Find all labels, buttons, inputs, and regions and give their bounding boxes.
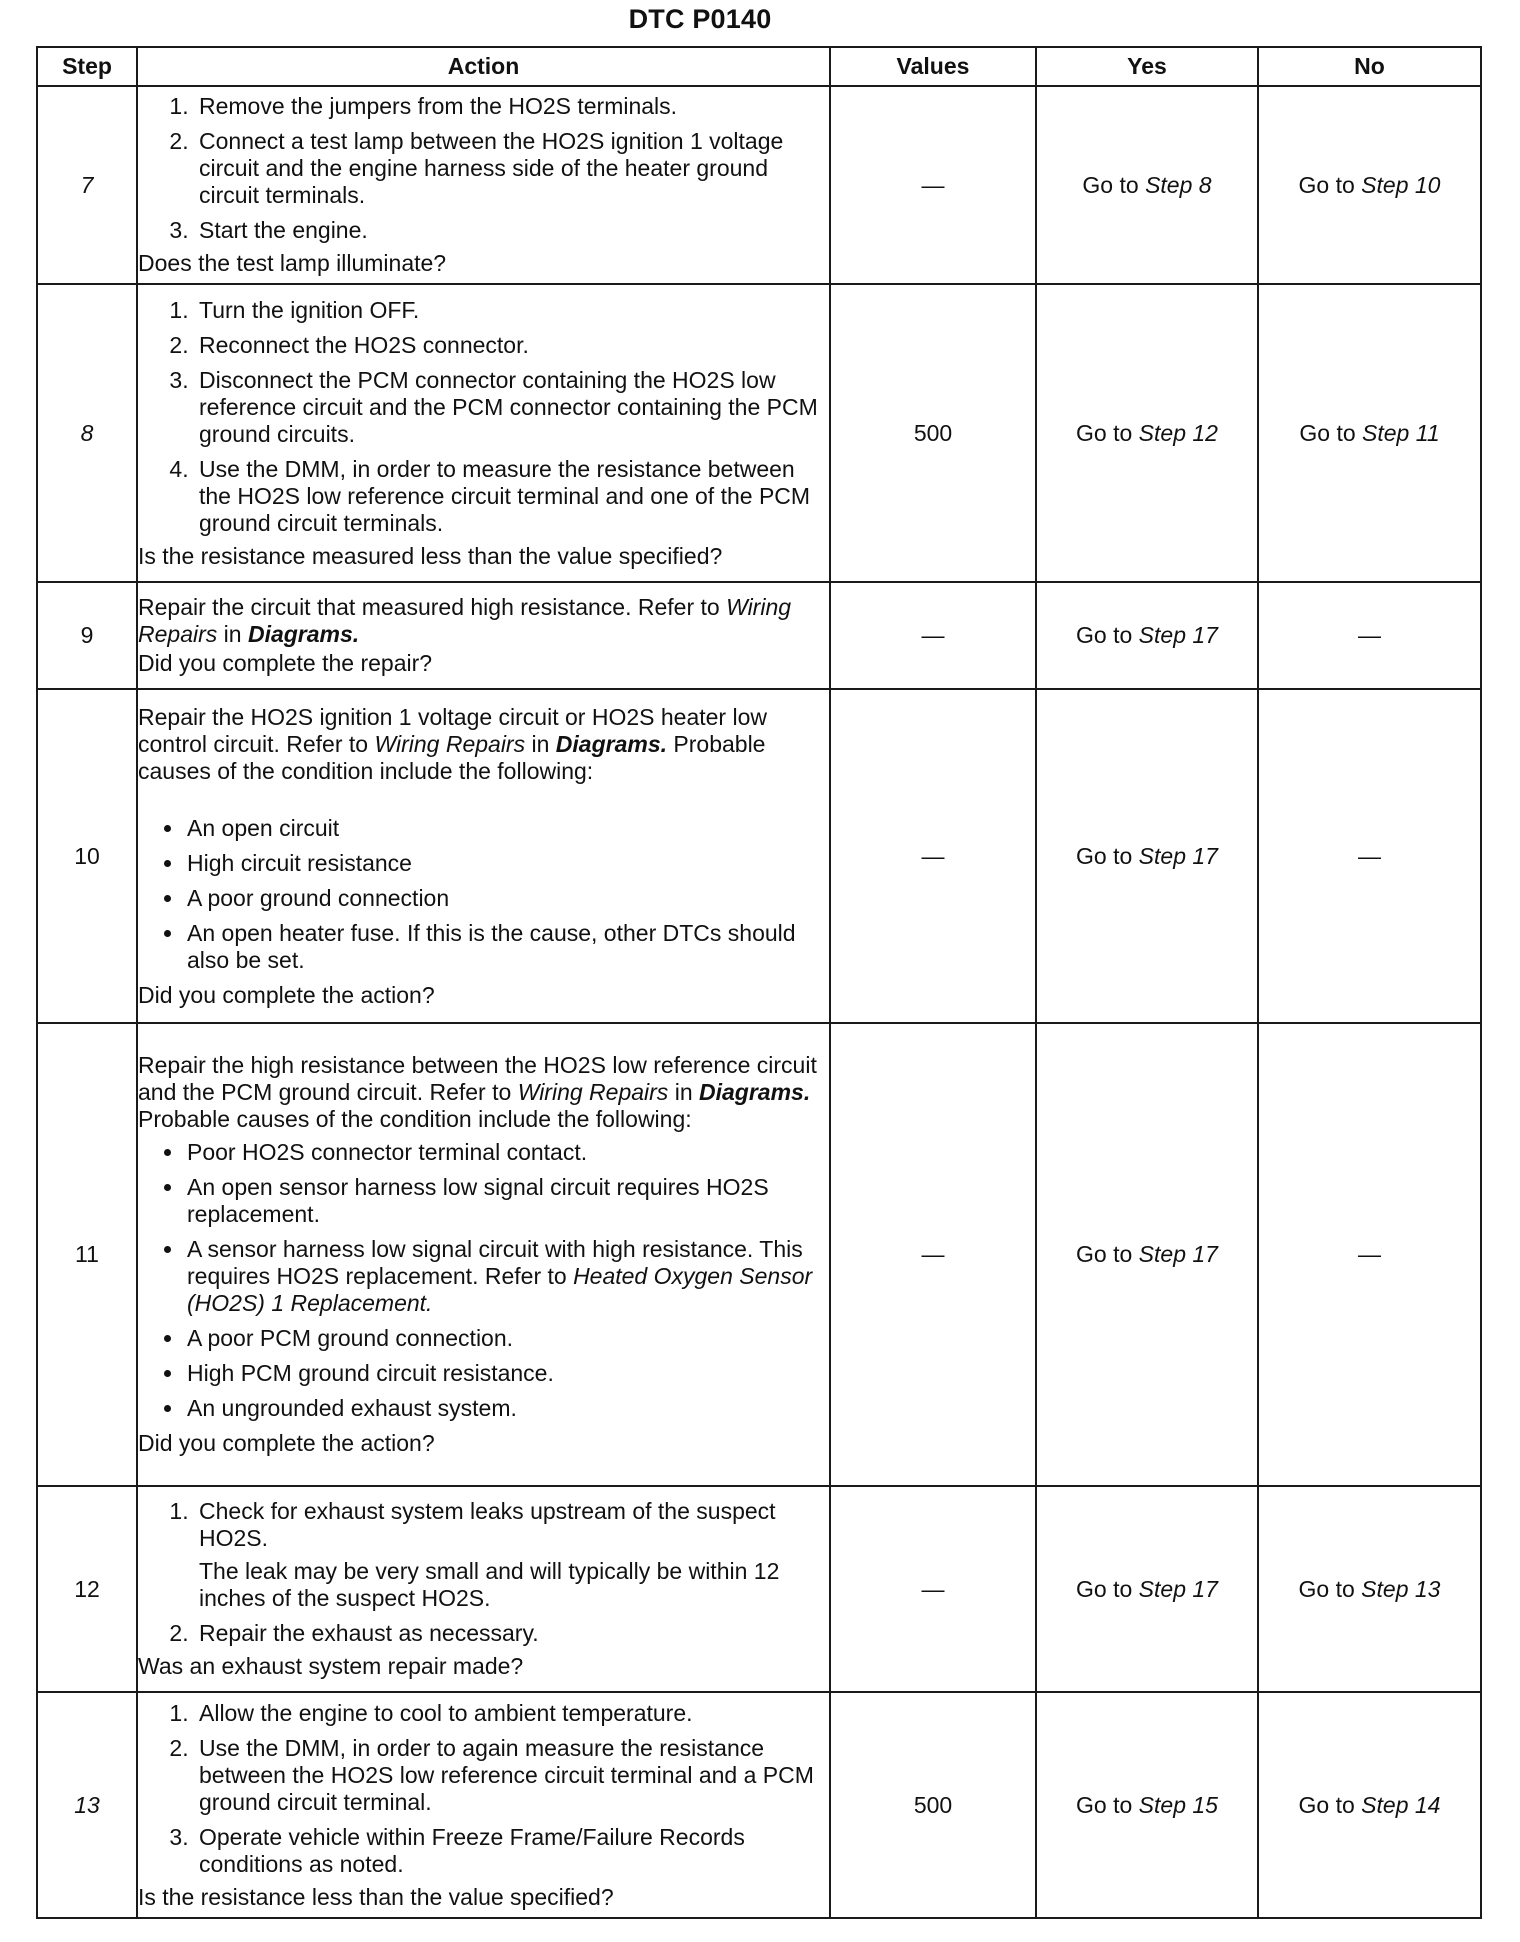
reference-link: Diagrams. [699, 1079, 811, 1105]
step-number: 11 [37, 1023, 137, 1486]
action-text [138, 1052, 829, 1133]
list-item: • An open heater fuse. If this is the cause, other DTCs should also be set. [185, 920, 829, 974]
action-question: Is the resistance less than the value specified? [138, 1883, 614, 1910]
goto-prefix: Go to [1082, 171, 1139, 198]
action-text-part: Repair the HO2S ignition 1 voltage circuit or HO2S heater low control circuit. Refer to [138, 703, 767, 757]
reference-link: Diagrams. [247, 621, 360, 647]
action-step: 2. Reconnect the HO2S connector. [195, 332, 829, 359]
list-item: • High circuit resistance [185, 850, 829, 877]
step-number: 9 [37, 582, 137, 689]
action-text-part: Repair the circuit that measured high resistance. Refer to [138, 594, 720, 620]
action-steps [138, 297, 829, 537]
page-title: DTC P0140 [628, 4, 772, 34]
table-row [37, 689, 1481, 1023]
action-cell [137, 86, 830, 284]
no-cell: — [1258, 689, 1481, 1023]
yes-step-ref: Step 17 [1138, 1575, 1218, 1602]
step-number: 8 [37, 284, 137, 582]
no-cell: — [1258, 1023, 1481, 1486]
yes-cell [1036, 284, 1258, 582]
header-yes: Yes [1036, 47, 1258, 86]
action-question: Does the test lamp illuminate? [138, 250, 447, 276]
no-cell: — [1258, 582, 1481, 689]
goto-prefix: Go to [1076, 1575, 1133, 1602]
value-cell: — [830, 86, 1036, 284]
action-step: 1. Remove the jumpers from the HO2S terminals. [195, 93, 829, 120]
action-question: Did you complete the action? [138, 1430, 435, 1456]
action-step: 1. Allow the engine to cool to ambient temperature. [195, 1700, 829, 1727]
yes-step-ref: Step 15 [1138, 1791, 1218, 1818]
action-cell [137, 1486, 830, 1692]
no-cell [1258, 1692, 1481, 1918]
in-word: in [674, 1079, 693, 1105]
value-cell: — [830, 1486, 1036, 1692]
action-cell [137, 689, 830, 1023]
header-no: No [1258, 47, 1481, 86]
yes-step-ref: Step 8 [1145, 171, 1212, 198]
no-step-ref: Step 10 [1361, 171, 1441, 198]
yes-step-ref: Step 17 [1138, 1241, 1218, 1267]
reference-link: Wiring Repairs [138, 594, 792, 647]
list-item: • A poor ground connection [185, 885, 829, 912]
header-values: Values [830, 47, 1036, 86]
action-step: 2. Repair the exhaust as necessary. [195, 1620, 829, 1647]
yes-step-ref: Step 17 [1138, 622, 1218, 648]
no-cell [1258, 284, 1481, 582]
diagnostic-table [36, 46, 1482, 1919]
step-number: 12 [37, 1486, 137, 1692]
action-steps [138, 93, 829, 244]
action-step-text: Check for exhaust system leaks upstream of the suspect HO2S. [199, 1498, 776, 1551]
yes-cell [1036, 1486, 1258, 1692]
step-number: 13 [37, 1692, 137, 1918]
list-item: • An ungrounded exhaust system. [185, 1395, 829, 1422]
in-word: in [223, 621, 242, 647]
reference-link: Wiring Repairs [374, 730, 526, 757]
table-row [37, 582, 1481, 689]
action-text-part: Probable causes of the condition include the following: [138, 1106, 692, 1132]
action-question: Did you complete the action? [138, 981, 435, 1008]
table-header-row [37, 47, 1481, 86]
action-step: 3. Start the engine. [195, 217, 829, 244]
action-steps [138, 1700, 829, 1878]
reference-link: Diagrams. [555, 730, 668, 757]
list-item-text: A sensor harness low signal circuit with high resistance. This requires HO2S replacement. Refer to [187, 1236, 803, 1289]
value-cell: — [830, 582, 1036, 689]
no-cell [1258, 1486, 1481, 1692]
yes-cell [1036, 1692, 1258, 1918]
reference-link: Heated Oxygen Sensor (HO2S) 1 Replacement. [187, 1263, 813, 1316]
cause-list [138, 1139, 829, 1422]
table-row [37, 1023, 1481, 1486]
in-word: in [531, 730, 550, 757]
goto-prefix: Go to [1076, 1791, 1133, 1818]
goto-prefix: Go to [1076, 1241, 1133, 1267]
goto-prefix: Go to [1076, 842, 1133, 869]
yes-step-ref: Step 17 [1138, 842, 1218, 869]
action-question: Did you complete the repair? [138, 650, 433, 676]
no-cell [1258, 86, 1481, 284]
action-cell [137, 284, 830, 582]
action-note: The leak may be very small and will typically be within 12 inches of the suspect HO2S. [199, 1558, 780, 1611]
header-action: Action [137, 47, 830, 86]
yes-cell [1036, 689, 1258, 1023]
list-item: • An open sensor harness low signal circuit requires HO2S replacement. [185, 1174, 829, 1228]
goto-prefix: Go to [1076, 419, 1133, 446]
no-step-ref: Step 11 [1362, 419, 1440, 446]
action-text-part: Repair the high resistance between the HO2S low reference circuit and the PCM ground circuit. Refer to [138, 1052, 817, 1105]
list-item [185, 1236, 829, 1317]
action-text [138, 594, 829, 648]
action-step: 3. Disconnect the PCM connector containing the HO2S low reference circuit and the PCM connector containing the PCM ground circuits. [195, 367, 829, 448]
action-question: Is the resistance measured less than the value specified? [138, 542, 723, 569]
table-row [37, 86, 1481, 284]
goto-prefix: Go to [1298, 1575, 1355, 1602]
reference-link: Wiring Repairs [517, 1079, 669, 1105]
value-cell: — [830, 1023, 1036, 1486]
yes-cell [1036, 1023, 1258, 1486]
yes-cell [1036, 582, 1258, 689]
value-cell: 500 [830, 284, 1036, 582]
action-step: 3. Operate vehicle within Freeze Frame/Failure Records conditions as noted. [195, 1824, 829, 1878]
action-cell [137, 1023, 830, 1486]
goto-prefix: Go to [1298, 1791, 1355, 1818]
action-step: 1. Turn the ignition OFF. [195, 297, 829, 324]
action-step: 2. Connect a test lamp between the HO2S ignition 1 voltage circuit and the engine harness side of the heater ground circuit terminals. [195, 128, 829, 209]
cause-list [138, 815, 829, 974]
step-number: 10 [37, 689, 137, 1023]
value-cell: 500 [830, 1692, 1036, 1918]
action-question: Was an exhaust system repair made? [138, 1653, 524, 1679]
action-step: 2. Use the DMM, in order to again measure the resistance between the HO2S low reference circuit terminal and a PCM ground circuit terminal. [195, 1735, 829, 1816]
no-step-ref: Step 14 [1361, 1791, 1441, 1818]
list-item: • An open circuit [185, 815, 829, 842]
value-cell: — [830, 689, 1036, 1023]
list-item: • High PCM ground circuit resistance. [185, 1360, 829, 1387]
no-step-ref: Step 13 [1361, 1575, 1441, 1602]
action-cell [137, 582, 830, 689]
yes-cell [1036, 86, 1258, 284]
action-text [138, 704, 829, 785]
step-number: 7 [37, 86, 137, 284]
header-step: Step [37, 47, 137, 86]
table-row [37, 1692, 1481, 1918]
goto-prefix: Go to [1076, 622, 1133, 648]
action-text-part: Probable causes of the condition include the following: [138, 730, 766, 784]
goto-prefix: Go to [1298, 171, 1355, 198]
table-row [37, 284, 1481, 582]
action-steps [138, 1498, 829, 1647]
action-cell [137, 1692, 830, 1918]
goto-prefix: Go to [1299, 419, 1356, 446]
list-item: • A poor PCM ground connection. [185, 1325, 829, 1352]
table-row [37, 1486, 1481, 1692]
action-step [195, 1498, 829, 1612]
action-step: 4. Use the DMM, in order to measure the resistance between the HO2S low reference circuit terminal and one of the PCM ground circuit terminals. [195, 456, 829, 537]
yes-step-ref: Step 12 [1138, 419, 1218, 446]
list-item: • Poor HO2S connector terminal contact. [185, 1139, 829, 1166]
